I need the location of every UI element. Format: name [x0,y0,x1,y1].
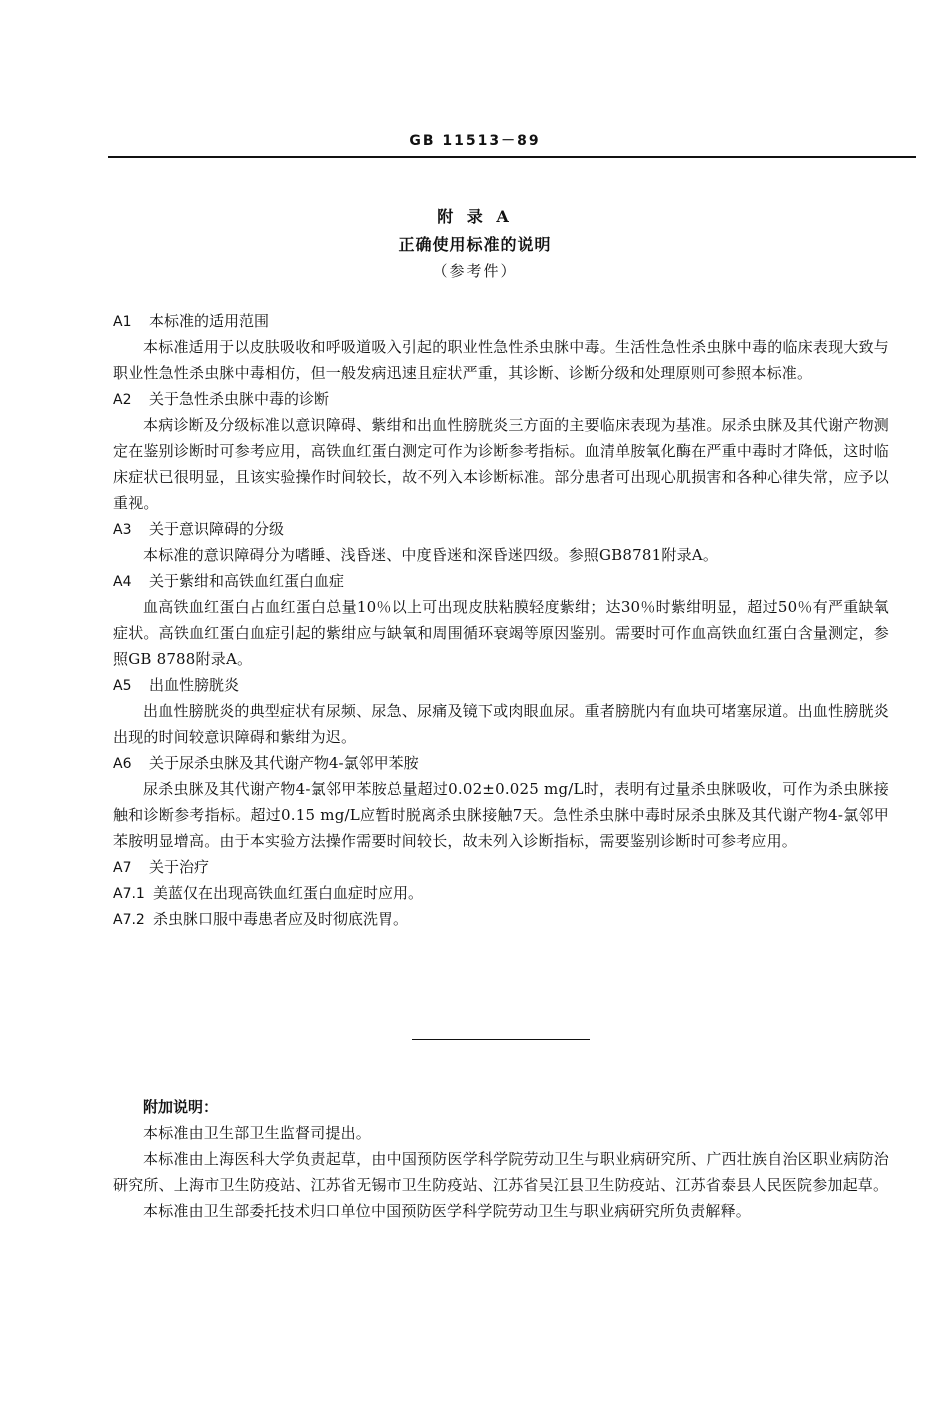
section-title: 本标准的适用范围 [149,312,270,330]
section-title: 出血性膀胱炎 [149,676,240,694]
section-heading [113,906,889,932]
section-heading [113,672,889,698]
appendix-title: 正确使用标准的说明 [398,235,552,254]
appendix-body [113,308,889,932]
section-text: 尿杀虫脒及其代谢产物4-氯邻甲苯胺总量超过0.02±0.025 mg/L时，表明有过量杀虫脒吸收，可作为杀虫脒接触和诊断参考指标。超过0.15 mg/L应暂时脱离杀虫脒接触7天。急性杀虫脒中毒时尿杀虫脒及其代谢产物4-氯邻甲苯胺明显增高。由于本实验方法操作需要时间较长，故未列入诊断指标，需要鉴别诊断时可参考应用。 [113,780,889,850]
section-text: 出血性膀胱炎的典型症状有尿频、尿急、尿痛及镜下或肉眼血尿。重者膀胱内有血块可堵塞尿道。出血性膀胱炎出现的时间较意识障碍和紫绀为迟。 [113,702,889,746]
section-heading [113,308,889,334]
section-title: 关于急性杀虫脒中毒的诊断 [149,390,330,408]
notes-paragraph: 本标准由上海医科大学负责起草，由中国预防医学科学院劳动卫生与职业病研究所、广西壮族自治区职业病防治研究所、上海市卫生防疫站、江苏省无锡市卫生防疫站、江苏省吴江县卫生防疫站、江苏省泰县人民医院参加起草。 [113,1150,889,1194]
section-number: A6 [113,756,132,772]
section-number: A7.2 [113,912,145,928]
notes-paragraph: 本标准由卫生部委托技术归口单位中国预防医学科学院劳动卫生与职业病研究所负责解释。 [143,1202,752,1220]
section-number: A7 [113,860,132,876]
appendix-label: 附 录 A [437,207,513,226]
section-heading [113,854,889,880]
section-number: A7.1 [113,886,145,902]
section-number: A4 [113,574,132,590]
notes-paragraph: 本标准由卫生部卫生监督司提出。 [143,1124,372,1142]
section-number: A2 [113,392,132,408]
section-title: 关于意识障碍的分级 [149,520,285,538]
appendix-subtitle: （参考件） [432,262,518,280]
additional-notes [113,1094,889,1224]
section-title: 美蓝仅在出现高铁血红蛋白血症时应用。 [153,884,424,902]
section-heading [113,568,889,594]
section-number: A5 [113,678,132,694]
end-divider [412,1039,590,1040]
section-text: 本标准适用于以皮肤吸收和呼吸道吸入引起的职业性急性杀虫脒中毒。生活性急性杀虫脒中毒的临床表现大致与职业性急性杀虫脒中毒相仿，但一般发病迅速且症状严重，其诊断、诊断分级和处理原则可参照本标准。 [113,338,889,382]
header-rule [108,156,916,158]
section-title: 关于紫绀和高铁血红蛋白血症 [149,572,345,590]
section-heading [113,516,889,542]
notes-heading: 附加说明： [143,1098,219,1116]
section-text: 本标准的意识障碍分为嗜睡、浅昏迷、中度昏迷和深昏迷四级。参照GB8781附录A。 [143,546,719,564]
section-number: A1 [113,314,132,330]
standard-code: GB 11513－89 [409,133,541,149]
section-text: 本病诊断及分级标准以意识障碍、紫绀和出血性膀胱炎三方面的主要临床表现为基准。尿杀虫脒及其代谢产物测定在鉴别诊断时可参考应用，高铁血红蛋白测定可作为诊断参考指标。血清单胺氧化酶在严重中毒时才降低，这时临床症状已很明显，且该实验操作时间较长，故不列入本诊断标准。部分患者可出现心肌损害和各种心律失常，应予以重视。 [113,416,889,512]
section-number: A3 [113,522,132,538]
section-heading [113,386,889,412]
section-heading [113,750,889,776]
section-text: 血高铁血红蛋白占血红蛋白总量10％以上可出现皮肤粘膜轻度紫绀；达30％时紫绀明显，超过50％有严重缺氧症状。高铁血红蛋白血症引起的紫绀应与缺氧和周围循环衰竭等原因鉴别。需要时可作血高铁血红蛋白含量测定，参照GB 8788附录A。 [113,598,889,668]
section-title: 杀虫脒口服中毒患者应及时彻底洗胃。 [153,910,409,928]
section-heading [113,880,889,906]
section-title: 关于治疗 [149,858,210,876]
section-title: 关于尿杀虫脒及其代谢产物4-氯邻甲苯胺 [149,754,419,772]
